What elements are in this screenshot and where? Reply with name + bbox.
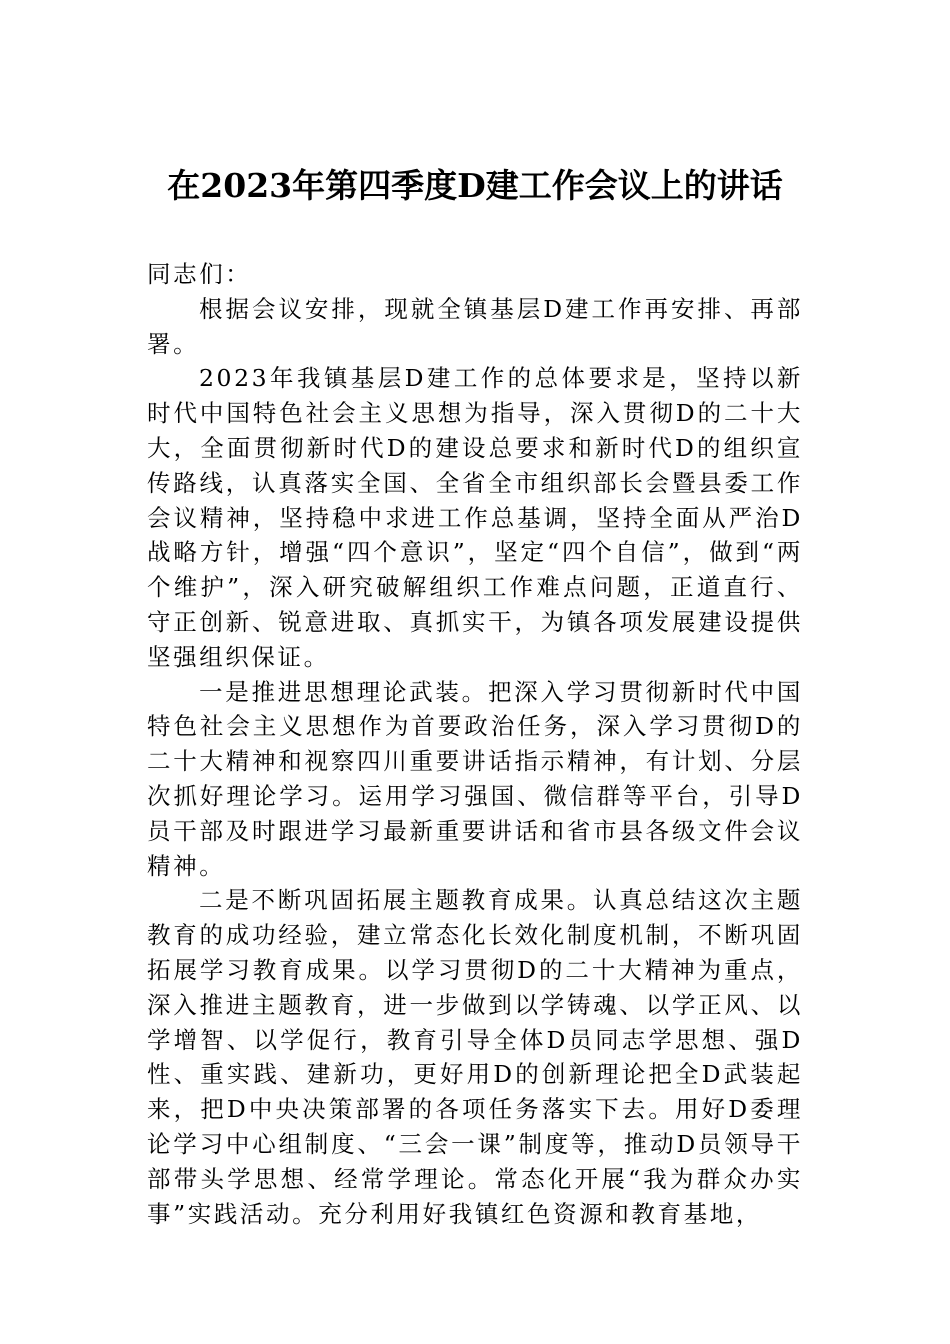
document-body — [147, 257, 803, 1231]
document-title: 在2023年第四季度D建工作会议上的讲话 — [167, 166, 783, 205]
paragraph-point-one: 一是推进思想理论武装。把深入学习贯彻新时代中国特色社会主义思想作为首要政治任务，深入学习贯彻D的二十大精神和视察四川重要讲话指示精神，有计划、分层次抓好理论学习。运用学习强国、微信群等平台，引导D员干部及时跟进学习最新重要讲话和省市县各级文件会议精神。 — [147, 677, 803, 880]
salutation: 同志们： — [147, 260, 252, 288]
paragraph-point-two: 二是不断巩固拓展主题教育成果。认真总结这次主题教育的成功经验，建立常态化长效化制度机制，不断巩固拓展学习教育成果。以学习贯彻D的二十大精神为重点，深入推进主题教育，进一步做到以学铸魂、以学正风、以学增智、以学促行，教育引导全体D员同志学思想、强D性、重实践、建新功，更好用D的创新理论把全D武装起来，把D中央决策部署的各项任务落实下去。用好D委理论学习中心组制度、“三会一课”制度等，推动D员领导干部带头学思想、经常学理论。常态化开展“我为群众办实事”实践活动。充分利用好我镇红色资源和教育基地， — [147, 886, 803, 1228]
paragraph-requirements: 2023年我镇基层D建工作的总体要求是，坚持以新时代中国特色社会主义思想为指导，深入贯彻D的二十大大，全面贯彻新时代D的建设总要求和新时代D的组织宣传路线，认真落实全国、全省全市组织部长会暨县委工作会议精神，坚持稳中求进工作总基调，坚持全面从严治D战略方针，增强“四个意识”，坚定“四个自信”，做到“两个维护”，深入研究破解组织工作难点问题，正道直行、守正创新、锐意进取、真抓实干，为镇各项发展建设提供坚强组织保证。 — [147, 364, 803, 671]
paragraph-intro: 根据会议安排，现就全镇基层D建工作再安排、再部署。 — [147, 294, 803, 358]
